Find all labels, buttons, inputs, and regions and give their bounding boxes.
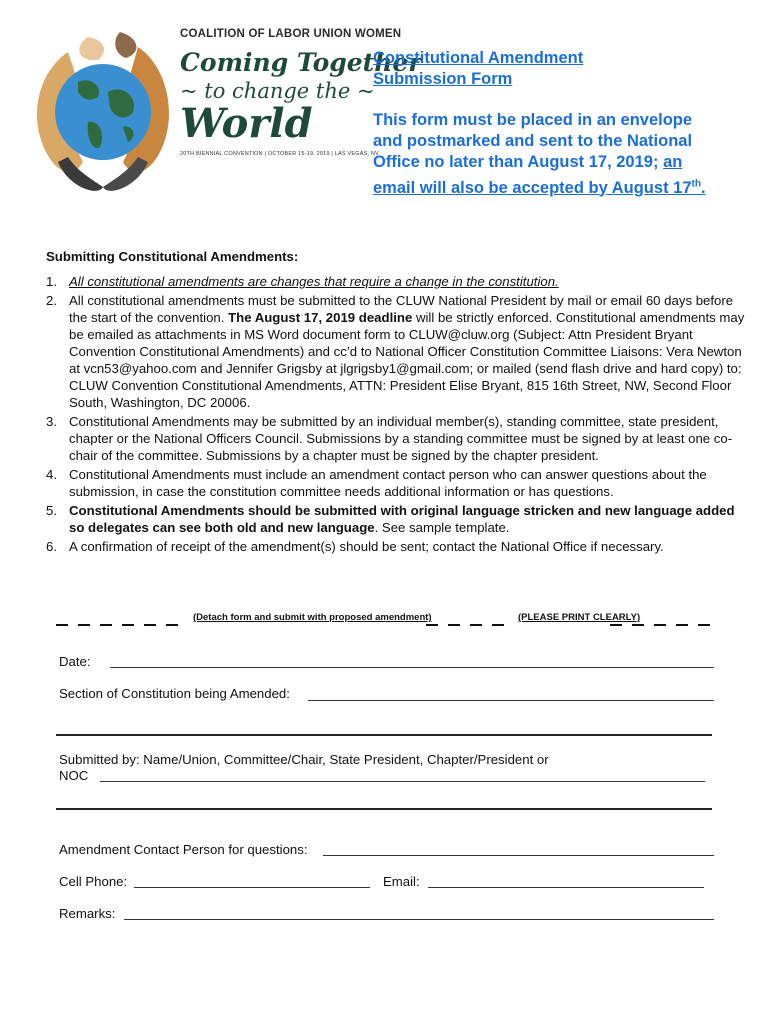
tagline-line3: World: [180, 100, 313, 147]
remarks-label: Remarks:: [59, 906, 116, 921]
submitted-by-label-line2: NOC: [59, 768, 89, 783]
deadline-end: .: [700, 178, 706, 197]
section-field-continued[interactable]: [56, 734, 712, 736]
dash: [654, 624, 666, 626]
form-title-line2: Submission Form: [373, 70, 513, 88]
dash: [122, 624, 134, 626]
dash: [632, 624, 644, 626]
dash: [100, 624, 112, 626]
date-label: Date:: [59, 654, 91, 669]
convention-line: 20TH BIENNIAL CONVENTION | OCTOBER 15-19, 2019 | LAS VEGAS, NV: [180, 151, 379, 157]
date-field[interactable]: [110, 667, 714, 668]
submitted-by-label-line1: Submitted by: Name/Union, Committee/Chair, State President, Chapter/President or: [59, 752, 549, 767]
section-field[interactable]: [308, 700, 714, 701]
list-item-text: Constitutional Amendments may be submitted by an individual member(s), standing committee, state president, chapter or the National Officers Council. Submissions by a standing committee must be signed by at least one co-chair of the committee. Submissions by a chapter must be signed by the chapter president.: [69, 414, 733, 463]
dash: [78, 624, 90, 626]
list-item: [46, 273, 746, 290]
instructions-list: [46, 273, 746, 555]
form-title: [373, 48, 713, 90]
list-item-text: will be strictly enforced. Constitutional amendments may be emailed as attachments in MS Word document form to CLUW@cluw.org (Subject: Attn President Bryant Convention Constitutional Amendments) and cc’d to National Officer Constitution Committee Liaisons: Vera Newton at vcn53@yahoo.com and Jennifer Grigsby at jlgrigsby1@gmail.com; or mailed (send flash drive and hard copy) to: CLUW Convention Constitutional Amendments, ATTN: President Elise Bryant, 815 16th Street, NW, Second Floor South, Washington, DC 20006.: [69, 310, 745, 410]
list-item-text: All constitutional amendments are changes that require a change in the constitution.: [69, 274, 559, 289]
print-clearly-note: (PLEASE PRINT CLEARLY): [518, 612, 641, 623]
list-item-text: . See sample template.: [374, 520, 510, 535]
list-item-bold: The August 17, 2019 deadline: [228, 310, 413, 325]
submitted-by-field-continued[interactable]: [56, 808, 712, 810]
dash: [56, 624, 68, 626]
deadline-email-text: an email will also be accepted by August 17: [373, 153, 692, 197]
instructions-section: [46, 248, 746, 557]
cell-phone-field[interactable]: [134, 887, 370, 888]
list-item-number: 2.: [46, 293, 57, 308]
remarks-field[interactable]: [124, 919, 714, 920]
contact-person-label: Amendment Contact Person for questions:: [59, 842, 308, 857]
globe-hands-icon: [28, 22, 178, 202]
dash: [166, 624, 178, 626]
dash: [610, 624, 622, 626]
tagline-line2: ~ to change the ~: [180, 79, 375, 103]
list-item-number: 4.: [46, 467, 57, 482]
list-item-number: 5.: [46, 503, 57, 518]
dash: [470, 624, 482, 626]
form-title-line1: Constitutional Amendment: [373, 49, 584, 67]
form-header: [373, 48, 713, 199]
list-item: [46, 413, 746, 464]
logo-text-block: [180, 28, 422, 157]
contact-person-field[interactable]: [323, 855, 714, 856]
detach-instruction: (Detach form and submit with proposed amendment): [193, 612, 432, 623]
dash: [492, 624, 504, 626]
dash: [144, 624, 156, 626]
deadline-text: This form must be placed in an envelope and postmarked and sent to the National Office no later than August 17, 2019;: [373, 111, 693, 171]
cell-phone-label: Cell Phone:: [59, 874, 128, 889]
list-item-text: Constitutional Amendments must include an amendment contact person who can answer questions about the submission, in case the constitution committee needs additional information or has questions.: [69, 467, 707, 499]
deadline-sup: th: [691, 178, 701, 189]
detach-line: [56, 612, 726, 628]
list-item-bold: Constitutional Amendments should be submitted with original language stricken and new language added so delegates can see both old and new language: [69, 503, 735, 535]
list-item: [46, 292, 746, 411]
org-name: COALITION OF LABOR UNION WOMEN: [180, 28, 402, 40]
submitted-by-field[interactable]: [100, 781, 705, 782]
dash: [698, 624, 710, 626]
deadline-notice: [373, 110, 713, 199]
list-item: [46, 538, 746, 555]
email-field[interactable]: [428, 887, 704, 888]
list-item-text: All constitutional amendments must be submitted to the CLUW National President by mail or email 60 days before the start of the convention.: [69, 293, 734, 325]
email-label: Email:: [383, 874, 420, 889]
list-item: [46, 466, 746, 500]
dash: [426, 624, 438, 626]
dash: [448, 624, 460, 626]
dash: [676, 624, 688, 626]
list-item-number: 1.: [46, 274, 57, 289]
list-item: [46, 502, 746, 536]
section-label: Section of Constitution being Amended:: [59, 686, 290, 701]
list-item-number: 6.: [46, 539, 57, 554]
list-item-number: 3.: [46, 414, 57, 429]
instructions-heading: Submitting Constitutional Amendments:: [46, 249, 299, 264]
list-item-text: A confirmation of receipt of the amendment(s) should be sent; contact the National Office if necessary.: [69, 539, 664, 554]
tagline-line1: Coming Together: [180, 48, 422, 77]
